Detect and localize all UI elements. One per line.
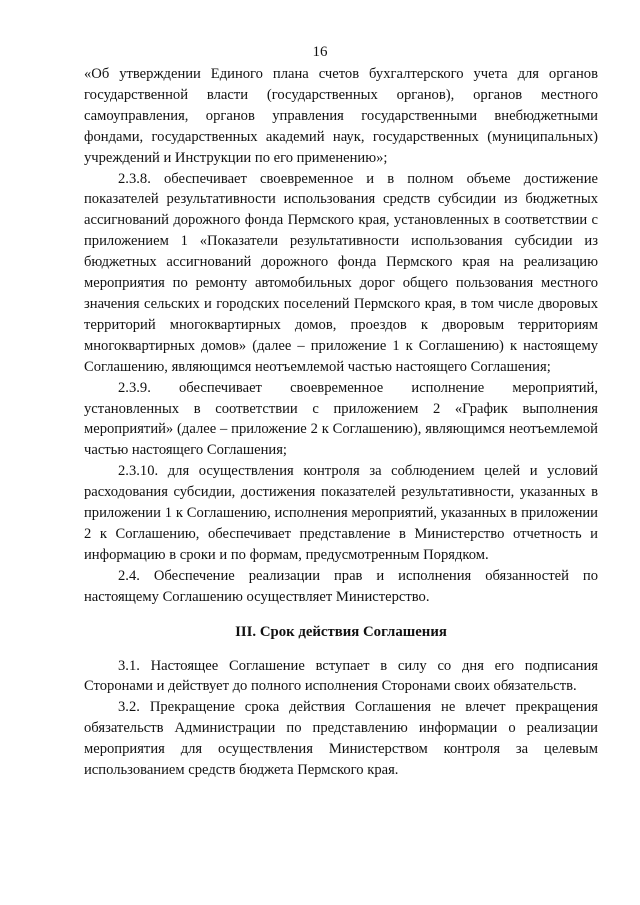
- paragraph-3-2: 3.2. Прекращение срока действия Соглашения не влечет прекращения обязательств Администрации по представлению информации о реализации мероприятия для осуществления Министерством контроля за целевым использованием средств бюджета Пермского края.: [84, 699, 598, 779]
- paragraph-2-3-10: 2.3.10. для осуществления контроля за соблюдением целей и условий расходования субсидии, достижения показателей результативности, указанных в приложении 1 к Соглашению, исполнения мероприятий, указанных в приложении 2 к Соглашению, обеспечивает представление в Министерство отчетность и информацию в сроки и по формам, предусмотренным Порядком.: [84, 463, 598, 563]
- paragraph-2-3-9: 2.3.9. обеспечивает своевременное исполнение мероприятий, установленных в соответствии с приложением 2 «График выполнения мероприятий» (далее – приложение 2 к Соглашению), являющимся неотъемлемой частью настоящего Соглашения;: [84, 379, 598, 459]
- paragraph-2-4: 2.4. Обеспечение реализации прав и исполнения обязанностей по настоящему Соглашению осуществляет Министерство.: [84, 567, 598, 605]
- paragraph-2-3-8: 2.3.8. обеспечивает своевременное и в полном объеме достижение показателей результативности использования средств субсидии из бюджетных ассигнований дорожного фонда Пермского края, установленных в соответствии с приложением 1 «Показатели результативности использования субсидии из бюджетных ассигнований дорожного фонда Пермского края на реализацию мероприятия по ремонту автомобильных дорог общего пользования местного значения сельских и городских поселений Пермского края, в том числе дворовых территорий многоквартирных домов, проездов к дворовым территориям многоквартирных домов» (далее – приложение 1 к Соглашению) к настоящему Соглашению, являющимся неотъемлемой частью настоящего Соглашения;: [84, 170, 598, 375]
- document-body: [84, 64, 598, 781]
- page-number: 16: [312, 44, 328, 60]
- paragraph-continuation: «Об утверждении Единого плана счетов бухгалтерского учета для органов государственной власти (государственных органов), органов местного самоуправления, органов управления государственными внебюджетными фондами, государственных академий наук, государственных (муниципальных) учреждений и Инструкции по его применению»;: [84, 66, 598, 166]
- paragraph-3-1: 3.1. Настоящее Соглашение вступает в силу со дня его подписания Сторонами и действует до полного исполнения Сторонами своих обязательств.: [84, 657, 598, 695]
- section-heading: III. Срок действия Соглашения: [235, 623, 447, 640]
